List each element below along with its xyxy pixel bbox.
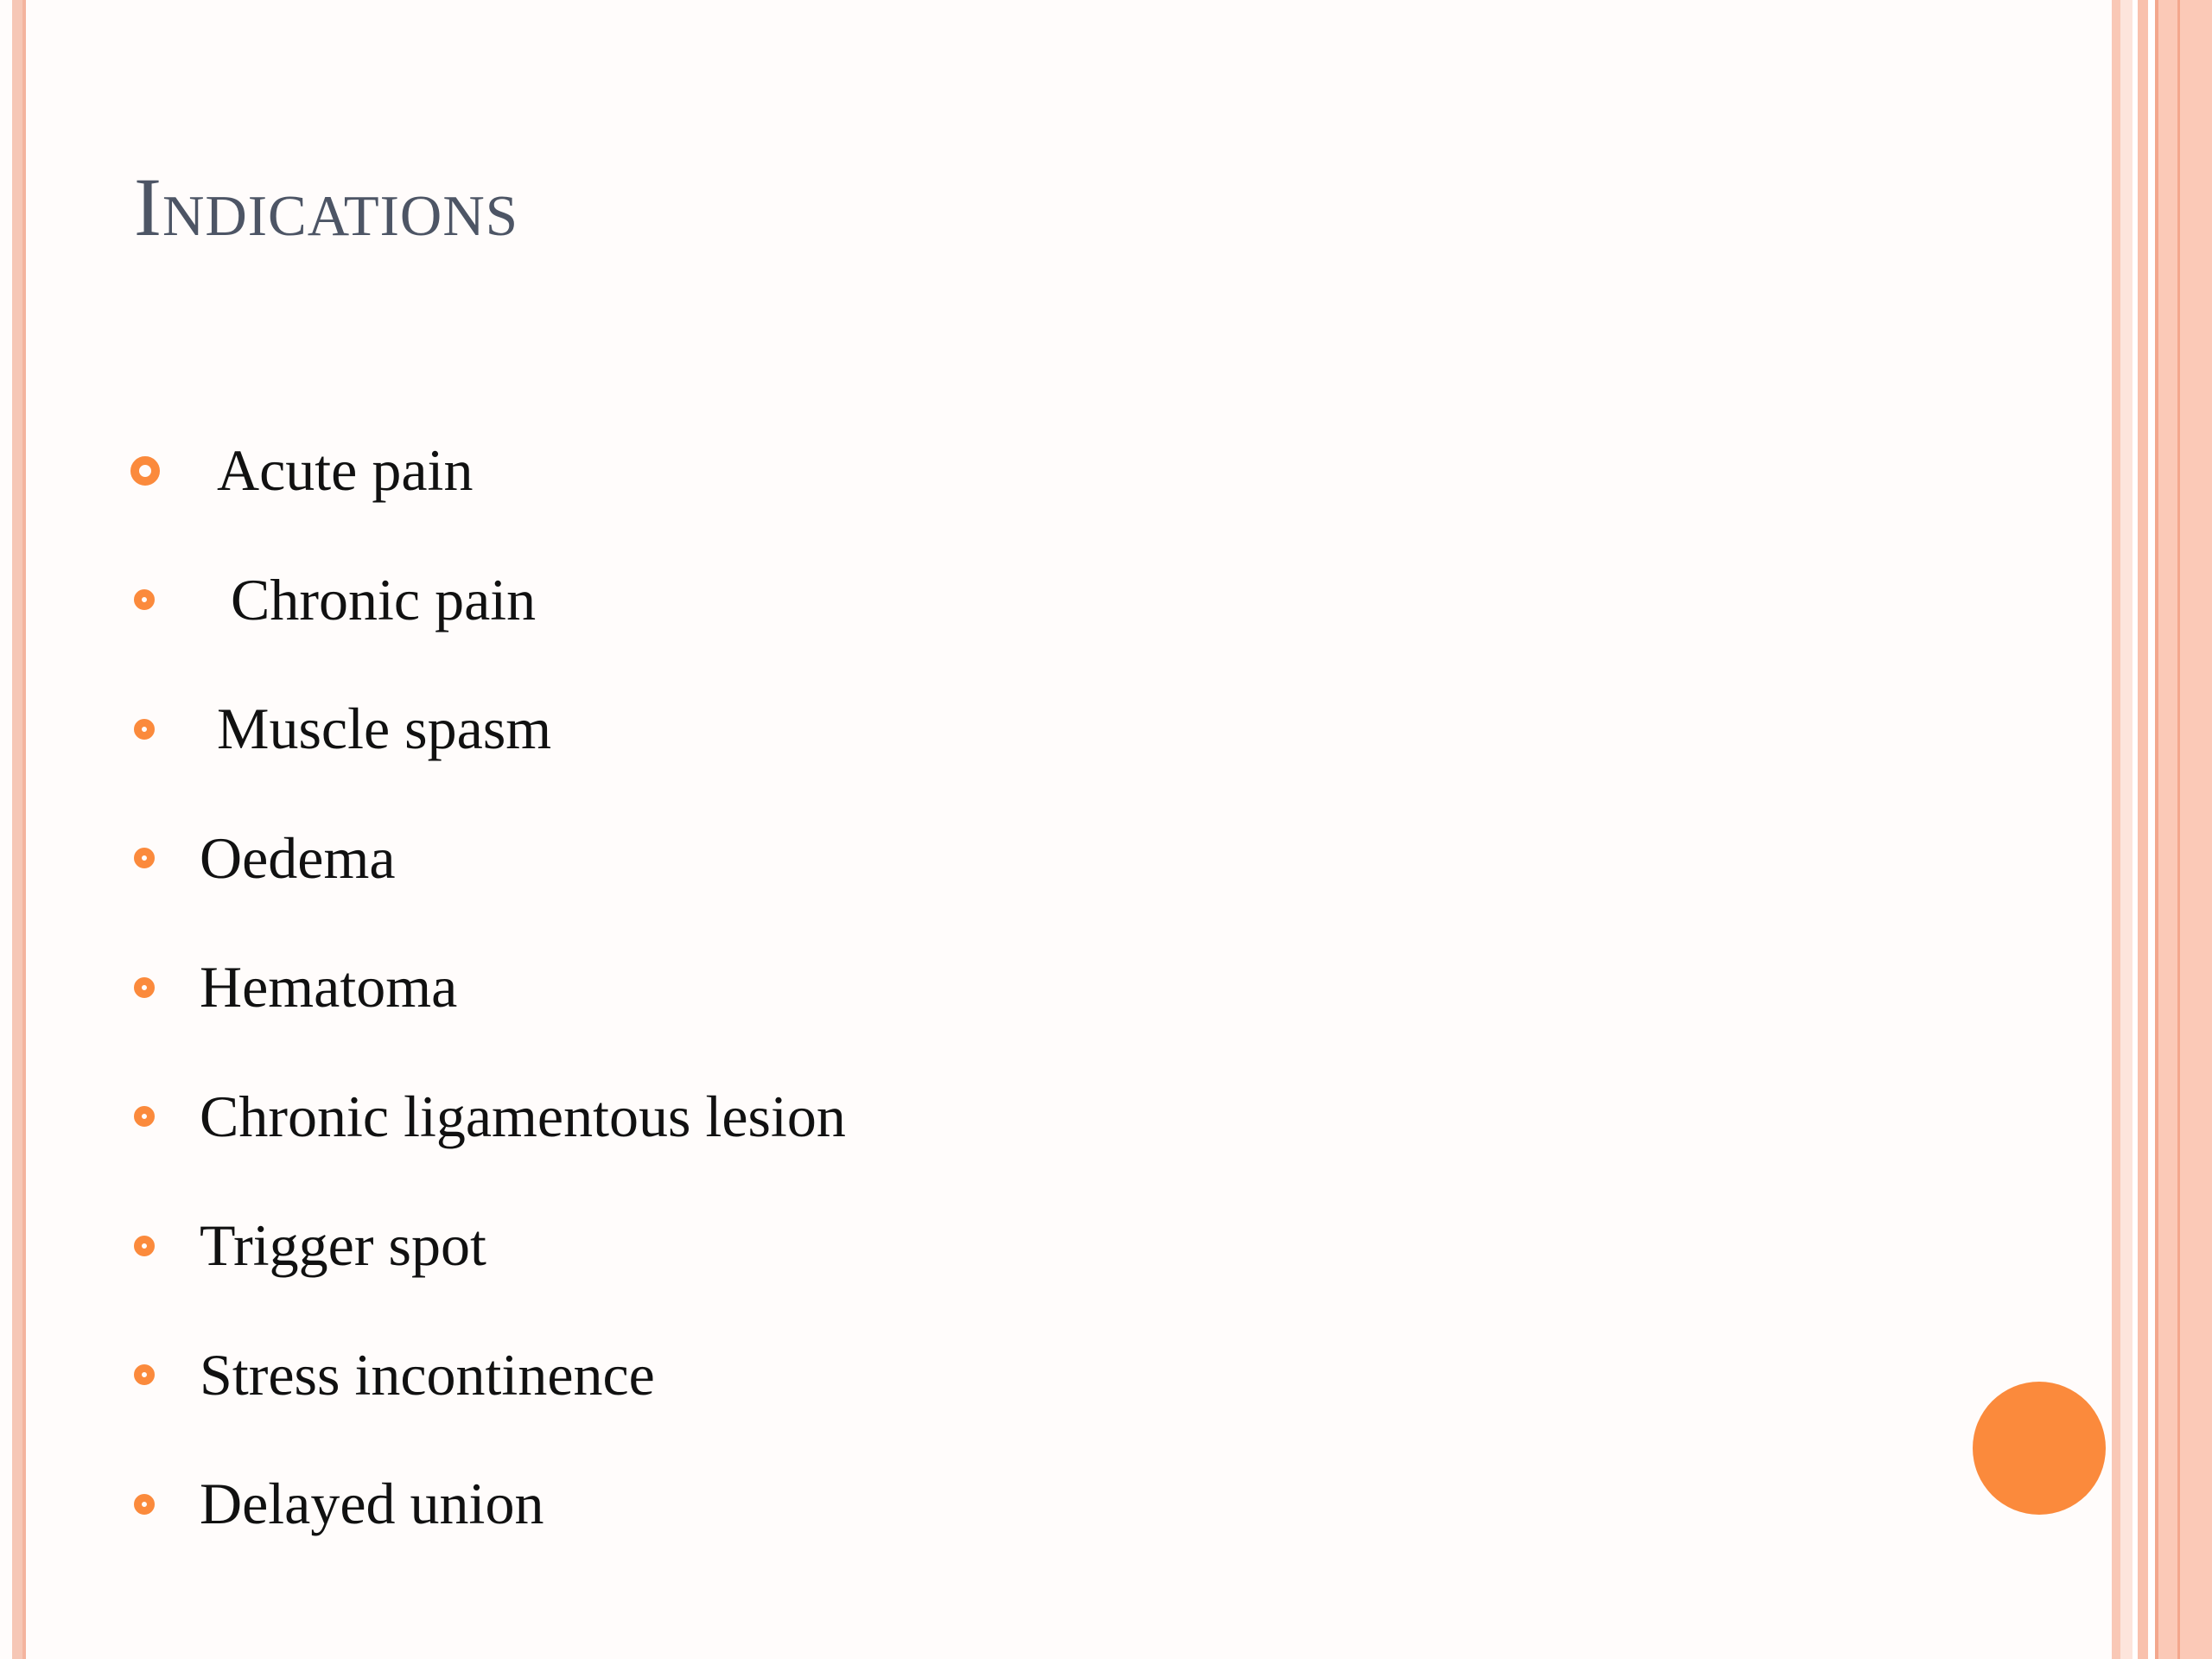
- ring-bullet-icon: [134, 1106, 155, 1127]
- ring-bullet-icon: [134, 977, 155, 998]
- bullet-text: Hematoma: [200, 954, 458, 1020]
- right-border-line: [2155, 0, 2158, 1659]
- left-border-stripe: [12, 0, 22, 1659]
- right-border-band: [2155, 0, 2212, 1659]
- right-border-band: [2112, 0, 2120, 1659]
- right-border-gap: [2148, 0, 2155, 1659]
- ring-bullet-icon: [134, 1236, 155, 1256]
- bullet-text: Chronic pain: [231, 566, 537, 632]
- ring-bullet-icon: [130, 456, 160, 486]
- bullet-text: Muscle spasm: [217, 696, 552, 762]
- right-border-band: [2138, 0, 2148, 1659]
- bullet-item: [134, 1440, 846, 1569]
- bullet-item: [134, 536, 846, 665]
- bullet-item: [134, 664, 846, 794]
- bullet-list: [134, 406, 846, 1569]
- right-border-line: [2177, 0, 2180, 1659]
- ring-bullet-icon: [134, 719, 155, 740]
- right-border-band: [2120, 0, 2133, 1659]
- slide-title: Indications: [134, 161, 518, 253]
- ring-bullet-icon: [134, 848, 155, 868]
- bullet-item: [134, 923, 846, 1052]
- left-border-line: [22, 0, 26, 1659]
- ring-bullet-icon: [134, 589, 155, 610]
- ring-bullet-icon: [134, 1364, 155, 1385]
- bullet-item: [134, 1311, 846, 1440]
- bullet-item: [134, 1052, 846, 1182]
- bullet-text: Chronic ligamentous lesion: [200, 1083, 846, 1149]
- ring-bullet-icon: [134, 1494, 155, 1515]
- bullet-text: Stress incontinence: [200, 1341, 655, 1408]
- bullet-item: [134, 1181, 846, 1311]
- orange-circle-decoration: [1973, 1382, 2106, 1515]
- bullet-item: [134, 794, 846, 924]
- bullet-item: [134, 406, 846, 536]
- bullet-text: Acute pain: [217, 437, 474, 504]
- bullet-text: Oedema: [200, 824, 396, 891]
- bullet-text: Trigger spot: [200, 1212, 486, 1279]
- bullet-text: Delayed union: [200, 1471, 544, 1537]
